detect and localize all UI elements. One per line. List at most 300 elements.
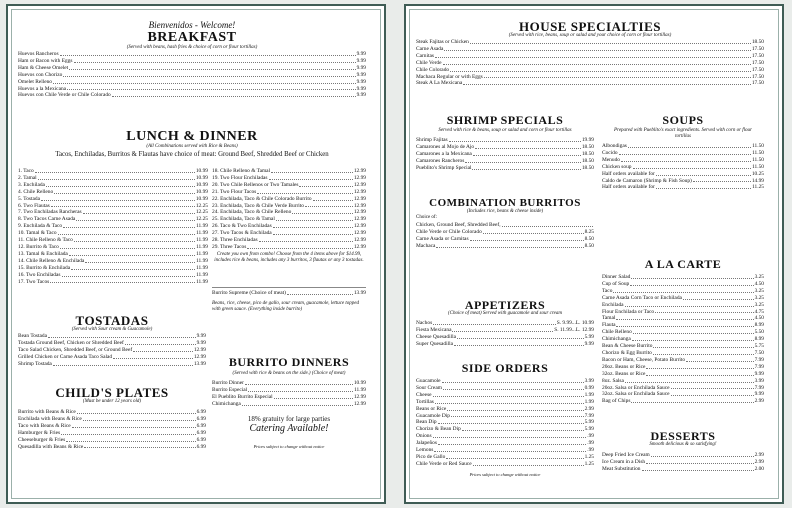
item-price: 12.99 xyxy=(353,174,366,181)
item-name: Quesadilla with Beans & Rice xyxy=(18,443,84,450)
item-name: 22. Enchilada, Taco & Chile Colorado Burrito xyxy=(212,195,312,202)
menu-item xyxy=(416,144,594,151)
item-price: 12.99 xyxy=(193,346,206,353)
leader-dots xyxy=(60,51,356,56)
item-name: Huevos con Chile Verde or Chile Colorado xyxy=(18,92,111,99)
tostadas-note: (Served with Sour cream & Guacamole) xyxy=(71,327,153,332)
item-price: 9.99 xyxy=(356,78,366,85)
menu-item xyxy=(416,137,594,144)
item-price: 9.99 xyxy=(356,51,366,57)
leader-dots xyxy=(245,380,353,385)
leader-dots xyxy=(434,447,586,452)
menu-item xyxy=(18,196,208,203)
item-price: 2.99 xyxy=(584,405,594,412)
item-price: 10.99 xyxy=(195,195,208,202)
leader-dots xyxy=(271,168,353,173)
item-name: Chorizo & Egg Burrito xyxy=(602,349,652,356)
lunch-title: LUNCH & DINNER xyxy=(126,129,258,144)
house-title: HOUSE SPECIALTIES xyxy=(518,19,662,34)
menu-item xyxy=(602,164,764,171)
item-name: Carnitas xyxy=(416,52,434,59)
menu-item xyxy=(212,175,366,182)
item-price: 11.99 xyxy=(196,230,208,237)
burrito-dinners-title: BURRITO DINNERS xyxy=(228,355,350,369)
menu-item xyxy=(602,371,764,378)
leader-dots xyxy=(438,440,586,445)
menu-item xyxy=(602,302,764,309)
item-name: Shrimp Fajitas xyxy=(416,137,448,143)
a-la-carte-section xyxy=(602,258,764,405)
item-name: Chile Verde or Red Sauce xyxy=(416,460,472,467)
item-price: .99 xyxy=(587,447,594,454)
house-section xyxy=(416,20,764,87)
combo-burritos-title: COMBINATION BURRITOS xyxy=(429,197,581,209)
menu-item xyxy=(18,340,206,347)
menu-item xyxy=(212,401,366,408)
item-name: Burrito Especial xyxy=(212,386,248,393)
item-price: 18.50 xyxy=(751,39,764,45)
item-name: 8. Two Tacos Carne Asada xyxy=(18,216,76,223)
burrito-dinners-list xyxy=(212,380,366,408)
item-price: 12.99 xyxy=(193,353,206,360)
menu-item xyxy=(18,244,208,251)
leader-dots xyxy=(444,46,750,51)
leader-dots xyxy=(656,184,751,189)
burrito-supreme xyxy=(212,287,366,313)
menu-item xyxy=(212,394,366,401)
menu-item xyxy=(416,165,594,172)
leader-dots xyxy=(63,223,195,228)
combo-note: Create you own from combo! Choose from the 4 items above for $14.99, includes rice & beans, includes any 3 burritos, 3 flautas or any 3 tostadas. xyxy=(214,252,364,263)
item-price: 7.99 xyxy=(754,356,764,363)
leader-dots xyxy=(242,401,353,406)
item-name: Onions xyxy=(416,433,432,440)
combo-burritos-note: (Includes rice, beans & cheese inside) xyxy=(466,209,544,214)
menu-item xyxy=(416,158,594,165)
item-name: 4. Chile Relleno xyxy=(18,188,54,195)
welcome-text: Bienvenidos - Welcome! xyxy=(148,20,236,30)
menu-item xyxy=(416,461,594,468)
side-orders-section xyxy=(416,362,594,477)
leader-dots xyxy=(633,164,752,169)
item-price: 9.99 xyxy=(196,333,206,339)
desserts-section xyxy=(602,430,764,473)
item-name: Ham & Cheese Omelet xyxy=(18,64,69,71)
item-price: 8.50 xyxy=(584,242,594,249)
item-price: 9.99 xyxy=(754,391,764,398)
leader-dots xyxy=(72,423,196,428)
menu-item xyxy=(212,237,366,244)
leader-dots xyxy=(616,322,753,327)
leader-dots xyxy=(671,391,754,396)
item-price: 3.25 xyxy=(754,294,764,301)
item-name: 11. Chile Relleno & Taco xyxy=(18,237,73,244)
item-price: 2.99 xyxy=(754,458,764,465)
burrito-dinners-note: (Served with rice & beans on the side.) (Choice of meat) xyxy=(232,371,346,376)
menu-item xyxy=(416,385,594,392)
leader-dots xyxy=(452,327,553,332)
leader-dots xyxy=(463,80,751,85)
item-name: Chimichanga xyxy=(602,336,631,343)
lunch-section xyxy=(18,130,366,160)
leader-dots xyxy=(35,168,195,173)
item-price: 9.99 xyxy=(356,85,366,92)
item-price: 17.50 xyxy=(751,45,764,52)
leader-dots xyxy=(470,236,584,241)
item-name: 29. Three Tacos xyxy=(212,243,247,250)
item-price: 1.25 xyxy=(584,453,594,460)
item-name: 21. Two Flour Tacos xyxy=(212,188,257,195)
menu-item xyxy=(18,354,206,361)
leader-dots xyxy=(619,150,751,155)
item-price: 11.99 xyxy=(196,223,208,230)
menu-item xyxy=(18,272,208,279)
leader-dots xyxy=(693,178,751,183)
lunch-list-right xyxy=(212,168,366,251)
menu-item xyxy=(18,216,208,223)
menu-item xyxy=(18,237,208,244)
menu-page-right xyxy=(404,4,784,504)
leader-dots xyxy=(113,354,193,359)
item-name: Camarones Rancheros xyxy=(416,157,465,164)
item-name: Sour Cream xyxy=(416,384,442,391)
leader-dots xyxy=(450,67,751,72)
leader-dots xyxy=(60,244,195,249)
leader-dots xyxy=(433,392,584,397)
item-name: Caldo de Camaron (Shrimp & Fish Soup) xyxy=(602,177,692,184)
item-name: Half orders available for xyxy=(602,184,655,191)
item-name: Taco xyxy=(602,287,613,294)
catering-text: Catering Available! xyxy=(249,422,329,434)
menu-item xyxy=(18,347,206,354)
soups-section xyxy=(602,114,764,191)
menu-item xyxy=(416,413,594,420)
leader-dots xyxy=(656,171,751,176)
leader-dots xyxy=(628,143,751,148)
menu-item xyxy=(416,447,594,454)
menu-item xyxy=(212,230,366,237)
item-name: Bean Tostada xyxy=(18,333,48,339)
item-price: 8.99 xyxy=(754,322,764,329)
menu-item xyxy=(18,182,208,189)
menu-item xyxy=(18,92,366,99)
menu-item xyxy=(18,209,208,216)
leader-dots xyxy=(76,216,195,221)
item-name: 2. Tamal xyxy=(18,174,37,181)
leader-dots xyxy=(305,203,353,208)
item-price: 4.75 xyxy=(754,308,764,315)
item-price: 11.99 xyxy=(196,237,208,244)
tostadas-section xyxy=(18,314,206,368)
menu-item xyxy=(602,398,764,405)
leader-dots xyxy=(671,385,754,390)
leader-dots xyxy=(274,394,353,399)
item-price: 7.99 xyxy=(584,412,594,419)
leader-dots xyxy=(443,60,751,65)
menu-item xyxy=(602,385,764,392)
menu-item xyxy=(602,157,764,164)
item-price: 1.99 xyxy=(584,391,594,398)
item-name: 32oz. Beans or Rice xyxy=(602,370,646,377)
leader-dots xyxy=(83,209,195,214)
leader-dots xyxy=(69,65,355,70)
item-name: Chicken soup xyxy=(602,163,632,170)
item-name: Beans or Rice xyxy=(416,405,447,412)
item-price: 11.50 xyxy=(752,163,764,170)
leader-dots xyxy=(269,175,353,180)
item-price: 10.99 xyxy=(353,380,366,386)
item-price: 12.99 xyxy=(353,243,366,250)
item-name: Ham or Bacon with Eggs xyxy=(18,57,73,64)
item-name: Ice Cream in a Dish xyxy=(602,458,646,465)
item-name: Camarones al Mojo de Ajo xyxy=(416,143,475,150)
item-price: 9.99 xyxy=(356,92,366,99)
item-name: El Pueblito Burrito Especial xyxy=(212,393,273,400)
item-price: 6.99 xyxy=(196,436,206,443)
leader-dots xyxy=(451,413,584,418)
item-price: 12.99 xyxy=(353,223,366,230)
leader-dots xyxy=(655,309,753,314)
leader-dots xyxy=(446,454,583,459)
item-name: Tamal xyxy=(602,315,616,322)
menu-item xyxy=(416,229,594,236)
item-name: 12. Burrito & Taco xyxy=(18,243,59,250)
leader-dots xyxy=(54,189,195,194)
leader-dots xyxy=(484,74,751,79)
leader-dots xyxy=(642,466,754,471)
item-price: 11.25 xyxy=(752,184,764,191)
item-name: Huevos con Chorizo xyxy=(18,71,63,78)
childs-section xyxy=(18,386,206,450)
leader-dots xyxy=(472,165,580,170)
item-price: 9.99 xyxy=(356,57,366,64)
item-name: Enchilada with Beans & Rice xyxy=(18,415,82,422)
menu-item xyxy=(18,423,206,430)
leader-dots xyxy=(112,92,356,97)
desserts-list xyxy=(602,452,764,473)
menu-item xyxy=(602,350,764,357)
item-price: 17.50 xyxy=(751,80,764,87)
menu-item xyxy=(602,281,764,288)
item-name: Chile Verde or Chile Colorado xyxy=(416,228,482,235)
leader-dots xyxy=(613,288,753,293)
item-name: 3. Enchilada xyxy=(18,181,45,188)
leader-dots xyxy=(66,437,195,442)
item-price: 10.99 xyxy=(195,174,208,181)
leader-dots xyxy=(683,295,754,300)
menu-item xyxy=(18,189,208,196)
breakfast-list xyxy=(18,51,366,99)
lunch-list-left xyxy=(18,168,208,285)
item-name: 27. Two Tacos & Enchilada xyxy=(212,230,272,237)
item-price: 3.25 xyxy=(754,274,764,280)
item-price: 12.25 xyxy=(195,202,208,209)
menu-item xyxy=(416,399,594,406)
leader-dots xyxy=(473,461,584,466)
item-name: 9. Enchilada & Taco xyxy=(18,223,63,230)
item-price: 17.50 xyxy=(751,66,764,73)
leader-dots xyxy=(53,361,193,366)
item-price: 1.25 xyxy=(584,460,594,467)
menu-item xyxy=(602,452,764,459)
item-price: 5.50 xyxy=(754,329,764,336)
item-name: 14. Chile Relleno & Enchilada xyxy=(18,257,85,264)
leader-dots xyxy=(646,459,753,464)
gratuity-text: 18% gratuity for large parties xyxy=(247,414,331,423)
item-name: 28. Three Enchiladas xyxy=(212,237,258,244)
item-name: Omelet Relleno xyxy=(18,78,52,85)
item-price: 1.99 xyxy=(584,398,594,405)
leader-dots xyxy=(435,399,584,404)
item-price: 9.99 xyxy=(584,340,594,347)
leader-dots xyxy=(632,336,754,341)
leader-dots xyxy=(257,189,353,194)
item-price: 18.50 xyxy=(581,164,594,171)
leader-dots xyxy=(53,79,356,84)
menu-item xyxy=(416,406,594,413)
item-name: Chile Colorado xyxy=(416,66,450,73)
item-price: 11.99 xyxy=(196,243,208,250)
item-name: Enchilada xyxy=(602,301,624,308)
item-name: Huevos a la Mexicana xyxy=(18,85,67,92)
menu-item xyxy=(602,322,764,329)
leader-dots xyxy=(465,158,581,163)
item-price: .99 xyxy=(587,433,594,440)
item-price: 6.99 xyxy=(196,429,206,436)
house-note: (Served with rice, beans, soup or salad and your choice of corn or flour tortillas) xyxy=(508,33,672,38)
leader-dots xyxy=(631,398,753,403)
menu-item xyxy=(416,440,594,447)
item-name: Chicken, Ground Beef, Shredded Beef, xyxy=(416,221,501,228)
leader-dots xyxy=(74,58,356,63)
soups-list xyxy=(602,143,764,191)
item-name: 20oz. Salsa or Enchilada Sauce xyxy=(602,384,670,391)
leader-dots xyxy=(259,237,353,242)
item-name: 13. Tamal & Enchilada xyxy=(18,250,68,257)
leader-dots xyxy=(616,315,753,320)
menu-item xyxy=(18,86,366,93)
item-name: Half orders available for xyxy=(602,170,655,177)
item-price: 8.25 xyxy=(584,228,594,235)
item-name: 8oz. Salsa xyxy=(602,377,624,384)
item-price: 12.99 xyxy=(353,195,366,202)
shrimp-section xyxy=(416,114,594,172)
item-price: 12.99 xyxy=(353,181,366,188)
item-name: Pico de Gallo xyxy=(416,453,446,460)
menu-item xyxy=(212,216,366,223)
appetizers-note: (Choice of meat) Served with guacamole and sour cream xyxy=(448,311,562,316)
item-price: 5.99 xyxy=(584,333,594,340)
item-price: 12.99 xyxy=(353,168,366,174)
appetizers-title: APPETIZERS xyxy=(464,298,546,312)
menu-item xyxy=(602,378,764,385)
menu-item xyxy=(212,244,366,251)
leader-dots xyxy=(299,182,352,187)
item-price: 8.99 xyxy=(754,336,764,343)
menu-item: Burrito Supreme (Choice of meat) 13.99 xyxy=(212,290,366,296)
item-name: Carne Asada or Carnitas xyxy=(416,235,469,242)
menu-item xyxy=(18,416,206,423)
leader-dots xyxy=(58,230,195,235)
item-name: 5. Tostada xyxy=(18,195,40,202)
menu-item xyxy=(602,309,764,316)
leader-dots xyxy=(447,406,583,411)
menu-item xyxy=(18,430,206,437)
item-price: 2.99 xyxy=(754,452,764,458)
lunch-note: (All Combinations served with Rice & Beans) xyxy=(146,144,238,149)
leader-dots xyxy=(41,196,195,201)
item-price: 6.99 xyxy=(196,422,206,429)
menu-item xyxy=(18,230,208,237)
breakfast-section xyxy=(18,20,366,99)
leader-dots xyxy=(67,86,356,91)
menu-item xyxy=(212,182,366,189)
menu-item xyxy=(18,361,206,368)
combo-burritos-section xyxy=(416,198,594,250)
item-price: 11.50 xyxy=(752,149,764,156)
item-price: 4.50 xyxy=(754,315,764,322)
item-name: 15. Burrito & Enchilada xyxy=(18,264,71,271)
menu-item xyxy=(18,437,206,444)
item-name: Tortillas xyxy=(416,398,434,405)
leader-dots xyxy=(50,279,195,284)
item-price: 10.25 xyxy=(751,170,764,177)
menu-item xyxy=(416,60,764,67)
menu-item xyxy=(602,274,764,281)
leader-dots xyxy=(625,378,754,383)
item-name: Chorizo & Bean Dip xyxy=(416,426,461,433)
item-name: 16. Two Enchiladas xyxy=(18,271,61,278)
menu-item xyxy=(416,53,764,60)
leader-dots xyxy=(470,39,751,44)
breakfast-note: (Served with beans, hash fries & choice of corn or flour tortillas) xyxy=(126,45,258,50)
leader-dots xyxy=(61,430,195,435)
item-price: 18.50 xyxy=(581,157,594,164)
item-name: Steak Fajitas or Chicken xyxy=(416,39,469,45)
menu-item xyxy=(416,39,764,46)
menu-item xyxy=(18,333,206,340)
item-name: Bag of Chips xyxy=(602,398,631,405)
item-price: S. 11.99...L. 12.99 xyxy=(554,326,594,333)
leader-dots xyxy=(69,251,195,256)
item-name: Deep Fried Ice Cream xyxy=(602,452,650,458)
item-name: Guacamole xyxy=(416,378,441,384)
menu-item xyxy=(416,46,764,53)
item-name: 23. Enchilada, Taco & Chile Verde Burrito xyxy=(212,202,304,209)
menu-item xyxy=(416,334,594,341)
menu-item xyxy=(18,51,366,58)
item-name: Cheeseburger & Fries xyxy=(18,436,66,443)
menu-item xyxy=(602,466,764,473)
leader-dots xyxy=(276,216,353,221)
item-price: 11.50 xyxy=(752,143,764,149)
leader-dots xyxy=(83,416,196,421)
item-price: 12.99 xyxy=(353,209,366,216)
combo-choice: Choice of: xyxy=(416,215,437,220)
menu-item xyxy=(212,203,366,210)
menu-item xyxy=(416,341,594,348)
item-name: 7. Two Enchiladas Rancheras xyxy=(18,209,82,216)
leader-dots xyxy=(473,151,581,156)
item-name: Cocido xyxy=(602,149,618,156)
item-name: Grilled Chicken or Carne Asada Taco Salad xyxy=(18,353,113,360)
menu-item xyxy=(18,265,208,272)
item-name: Flour Enchilada or Taco xyxy=(602,308,655,315)
leader-dots xyxy=(449,137,581,142)
menu-item xyxy=(602,150,764,157)
item-name: Hamburger & Fries xyxy=(18,429,61,436)
leader-dots xyxy=(313,196,353,201)
